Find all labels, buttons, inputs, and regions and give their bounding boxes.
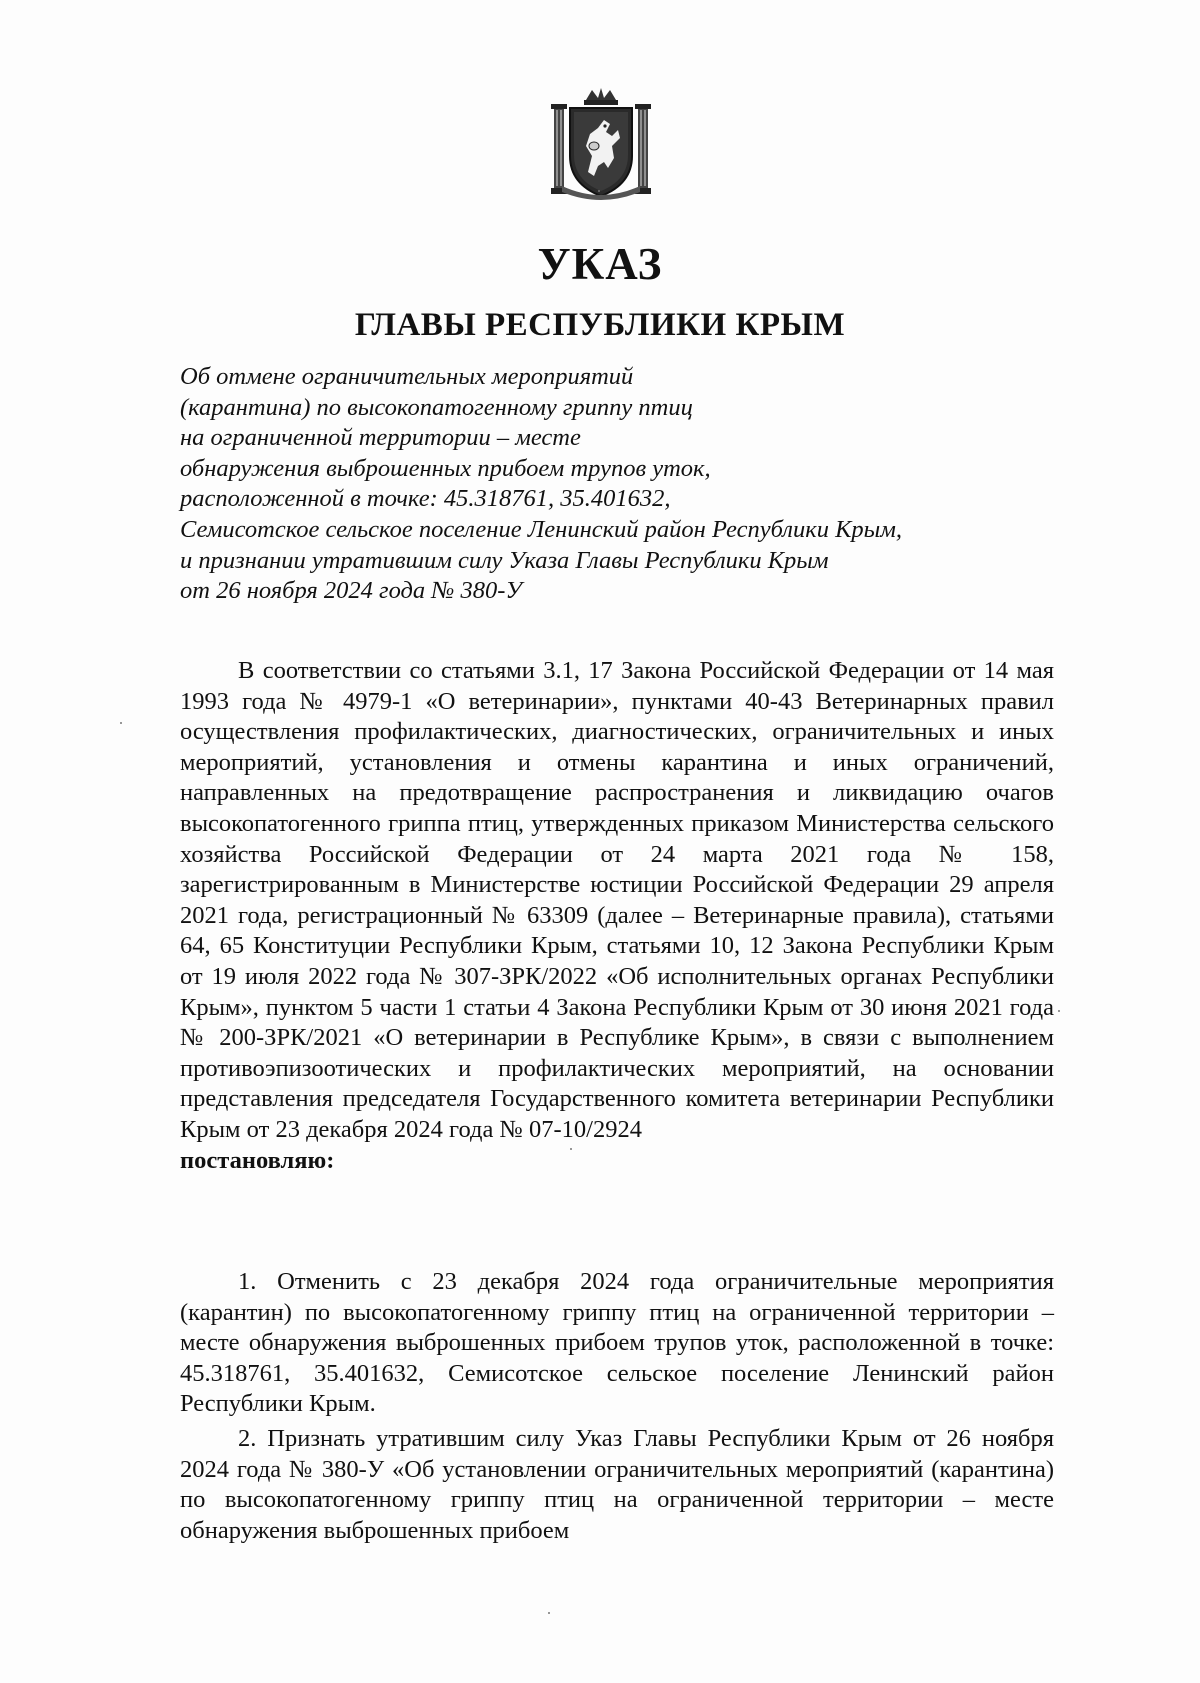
scan-speck [548,1612,550,1614]
item-2-text: 2. Признать утратившим силу Указ Главы Республики Крым от 26 ноября 2024 года № 380-У «Об установлении ограничительных мероприятий (карантина) по высокопатогенному гриппу птиц на ограниченной территории – месте обнаружения выброшенных прибоем [180,1425,1054,1544]
subject-line: Семисотское сельское поселение Ленинский район Республики Крым, [180,515,902,543]
preamble-paragraph [180,656,1054,1176]
subject-line: от 26 ноября 2024 года № 380-У [180,577,522,605]
item-2-paragraph [180,1424,1054,1546]
scan-speck [598,190,600,192]
preamble-text: В соответствии со статьями 3.1, 17 Закона Российской Федерации от 14 мая 1993 года № 4979-1 «О ветеринарии», пунктами 40-43 Ветеринарных правил осуществления профилактических, диагностических, ограничительных и иных мероприятий, установления и отмены карантина и иных ограничений, направленных на предотвращение распространения и ликвидацию очагов высокопатогенного гриппа птиц, утвержденных приказом Министерства сельского хозяйства Российской Федерации от 24 марта 2021 года № 158, зарегистрированным в Министерстве юстиции Российской Федерации 29 апреля 2021 года, регистрационный № 63309 (далее – Ветеринарные правила), статьями 64, 65 Конституции Республики Крым, статьями 10, 12 Закона Республики Крым от 19 июля 2022 года № 307-ЗРК/2022 «Об исполнительных органах Республики Крым», пунктом 5 части 1 статьи 4 Закона Республики Крым от 30 июня 2021 года № 200-ЗРК/2021 «О ветеринарии в Республике Крым», в связи с выполнением противоэпизоотических и профилактических мероприятий, на основании представления председателя Государственного комитета ветеринарии Республики Крым от 23 декабря 2024 года № 07-10/2924 [180,657,1054,1143]
scan-speck [570,1148,572,1150]
decree-subtitle: ГЛАВЫ РЕСПУБЛИКИ КРЫМ [354,307,846,343]
decree-title: УКАЗ [537,239,663,289]
decree-word: постановляю: [180,1146,335,1174]
item-1-paragraph [180,1267,1054,1420]
crimea-coat-of-arms-icon [548,86,654,202]
item-1-text: 1. Отменить с 23 декабря 2024 года ограничительные мероприятия (карантин) по высокопатогенному гриппу птиц на ограниченной территории – месте обнаружения выброшенных прибоем трупов уток, расположенной в точке: 45.318761, 35.401632, Семисотское сельское поселение Ленинский район Республики Крым. [180,1268,1054,1418]
subject-line: и признании утратившим силу Указа Главы Республики Крым [180,546,829,574]
subject-line: Об отмене ограничительных мероприятий [180,363,634,390]
subject-line: на ограниченной территории – месте [180,424,581,452]
subject-line: расположенной в точке: 45.318761, 35.401632, [180,485,671,513]
subject-line: (карантина) по высокопатогенному гриппу птиц [180,393,693,421]
scan-speck [120,722,122,724]
decree-subject [180,362,1040,607]
subject-line: обнаружения выброшенных прибоем трупов уток, [180,454,711,482]
scan-speck [1058,1010,1060,1012]
